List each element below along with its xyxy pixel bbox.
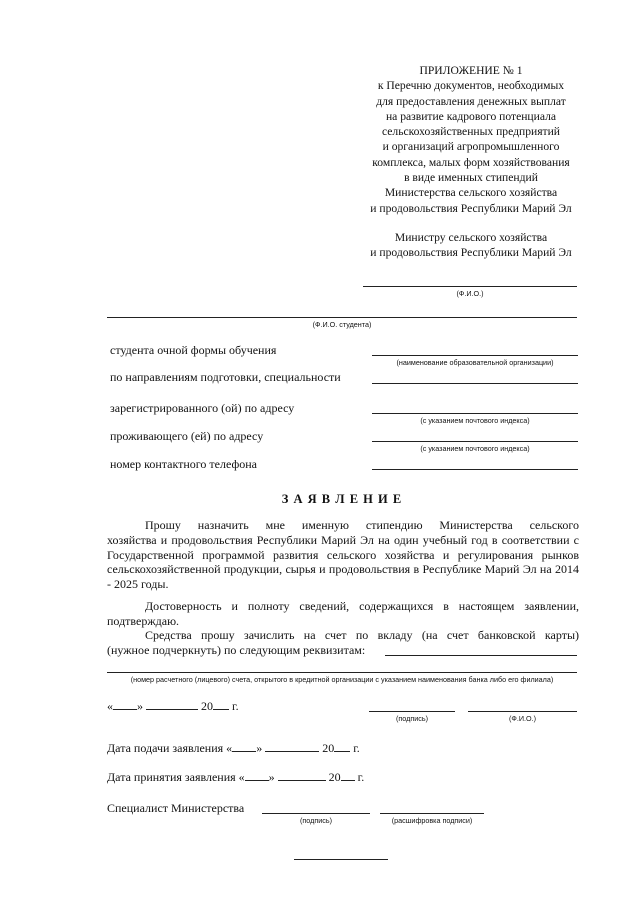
body-paragraph-1 <box>107 518 579 592</box>
date-year-blank[interactable] <box>213 700 229 710</box>
account-details-line-inline[interactable] <box>385 655 577 656</box>
applicant-fio-caption: (Ф.И.О.) <box>509 714 536 723</box>
field-label-education: студента очной формы обучения <box>110 343 277 357</box>
date-close-quote: » <box>137 699 143 713</box>
acceptance-month-blank[interactable] <box>278 771 326 781</box>
field-caption-registered-address: (с указанием почтового индекса) <box>420 416 530 425</box>
student-fio-line[interactable] <box>107 317 577 318</box>
field-line-education[interactable] <box>372 355 578 356</box>
date-month-blank[interactable] <box>146 700 198 710</box>
appendix-header <box>340 63 602 216</box>
applicant-signature-line[interactable] <box>369 711 455 712</box>
student-fio-caption: (Ф.И.О. студента) <box>312 320 372 329</box>
header-line: сельскохозяйственных предприятий <box>381 125 561 139</box>
specialist-decode-caption: (расшифровка подписи) <box>391 816 473 825</box>
field-caption-residence-address: (с указанием почтового индекса) <box>420 444 530 453</box>
addressee-fio-caption: (Ф.И.О.) <box>456 289 484 298</box>
addressee-line-2: и продовольствия Республики Марий Эл <box>370 246 572 260</box>
header-line: для предоставления денежных выплат <box>376 94 566 108</box>
addressee-line-1: Министру сельского хозяйства <box>394 231 548 244</box>
date-year-suffix: г. <box>232 699 239 713</box>
header-line: в виде именных стипендий <box>404 171 538 185</box>
submission-year-suffix: г. <box>353 741 360 755</box>
account-details-caption: (номер расчетного (лицевого) счета, открытого в кредитной организации с указанием наименования банка либо его филиала) <box>130 675 554 684</box>
acceptance-date-row <box>107 770 364 785</box>
acceptance-year-prefix: 20 <box>328 770 341 784</box>
body-paragraph-3 <box>107 628 579 658</box>
submission-date-label: Дата подачи заявления « <box>107 741 233 755</box>
p3-first-line: Средства прошу зачислить на счет по вкладу (на счет банковской карты) <box>145 628 579 642</box>
specialist-signature-line[interactable] <box>262 813 370 814</box>
field-line-specialty[interactable] <box>372 383 578 384</box>
appendix-title: ПРИЛОЖЕНИЕ № 1 <box>419 64 523 77</box>
date-day-blank[interactable] <box>113 700 137 710</box>
acceptance-date-label: Дата принятия заявления « <box>107 770 245 784</box>
header-line: и продовольствия Республики Марий Эл <box>370 201 572 215</box>
header-line: к Перечню документов, необходимых <box>377 79 565 93</box>
submission-month-blank[interactable] <box>265 742 319 752</box>
field-caption-education: (наименование образовательной организации) <box>396 358 554 367</box>
submission-year-prefix: 20 <box>322 741 335 755</box>
p1-rest: хозяйства и продовольствия Республики Марий Эл на один учебный год в соответствии с Государственной программой развития сельского хозяйства и регулирования рынков сельскохозяйственной продукции, сырья и продовольствия в Республике Марий Эл на 2014 - 2025 годы. <box>107 532 579 592</box>
addressee <box>340 230 602 261</box>
submission-year-blank[interactable] <box>334 742 350 752</box>
addressee-fio-line[interactable] <box>363 286 577 287</box>
field-label-phone: номер контактного телефона <box>110 457 257 471</box>
specialist-signature-caption: (подпись) <box>300 816 332 825</box>
acceptance-day-blank[interactable] <box>245 771 269 781</box>
header-line: Министерства сельского хозяйства <box>384 186 558 200</box>
date-year-prefix: 20 <box>201 699 213 713</box>
submission-day-blank[interactable] <box>232 742 256 752</box>
header-line: комплекса, малых форм хозяйствования <box>372 155 570 169</box>
body-paragraph-2: Достоверность и полноту сведений, содержащихся в настоящем заявлении, подтверждаю. <box>107 599 579 628</box>
specialist-decode-line[interactable] <box>380 813 484 814</box>
field-label-specialty: по направлениям подготовки, специальности <box>110 370 341 384</box>
field-label-registered-address: зарегистрированного (ой) по адресу <box>110 401 295 415</box>
closing-rule <box>294 859 388 860</box>
header-line: на развитие кадрового потенциала <box>385 109 557 123</box>
header-line: и организаций агропромышленного <box>382 140 560 154</box>
submission-date-row <box>107 741 360 756</box>
field-line-phone[interactable] <box>372 469 578 470</box>
field-label-residence-address: проживающего (ей) по адресу <box>110 429 264 443</box>
acceptance-close-quote: » <box>268 770 275 784</box>
submission-close-quote: » <box>256 741 263 755</box>
specialist-label: Специалист Министерства <box>107 801 245 815</box>
p1-first-line: Прошу назначить мне именную стипендию Министерства сельского <box>145 518 579 532</box>
application-date-row <box>107 699 239 714</box>
account-details-line[interactable] <box>107 672 577 673</box>
applicant-fio-line[interactable] <box>468 711 577 712</box>
acceptance-year-suffix: г. <box>357 770 365 784</box>
field-line-residence-address[interactable] <box>372 441 578 442</box>
document-title: З А Я В Л Е Н И Е <box>281 492 403 506</box>
applicant-signature-caption: (подпись) <box>396 714 428 723</box>
p3-second-line: (нужное подчеркнуть) по следующим реквизитам: <box>107 642 366 657</box>
date-open-quote: « <box>107 699 113 713</box>
field-line-registered-address[interactable] <box>372 413 578 414</box>
acceptance-year-blank[interactable] <box>341 771 355 781</box>
